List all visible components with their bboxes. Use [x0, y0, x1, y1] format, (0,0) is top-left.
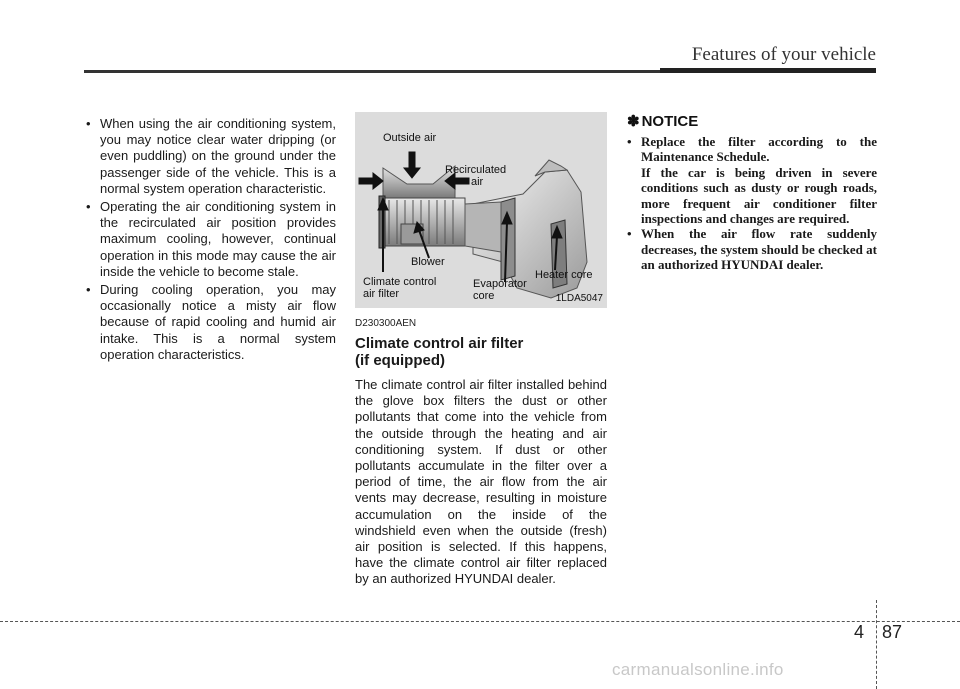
label-blower: Blower: [411, 256, 445, 268]
section-heading: [355, 335, 607, 369]
list-item: • When using the air conditioning system, you may notice clear water dripping (or even puddling) on the ground under the passenger side of the vehicle. This is a normal system operation characteristic.: [84, 116, 336, 197]
notice-list: [627, 134, 877, 273]
label-outside-air: Outside air: [383, 132, 437, 144]
watermark-text: carmanualsonline.info: [612, 660, 784, 679]
page-number: 87: [882, 622, 903, 642]
list-item: • Operating the air conditioning system in the recirculated air position provides maximum cooling, however, continual operation in this mode may cause the air inside the vehicle to become stale.: [84, 199, 336, 280]
label-recirculated-air: air: [471, 176, 484, 188]
footer-divider: [876, 600, 877, 689]
notice-star-icon: ✽: [627, 113, 640, 130]
left-column: [84, 116, 336, 365]
chapter-number: 4: [854, 622, 865, 642]
ac-notes-list: [84, 116, 336, 363]
list-item: • During cooling operation, you may occasionally notice a misty air flow because of rapid cooling and humid air intake. This is a normal system operation characteristics.: [84, 282, 336, 363]
section-heading-line1: Climate control air filter: [355, 335, 524, 352]
air-filter-diagram: [355, 112, 607, 308]
list-item: • When the air flow rate suddenly decreases, the system should be checked at an authorized HYUNDAI dealer.: [627, 226, 877, 272]
footer-rule: [0, 621, 960, 622]
section-code: D230300AEN: [355, 318, 417, 329]
middle-column: [355, 112, 607, 588]
notice-item-text: • Replace the filter according to the Maintenance Schedule.: [641, 134, 877, 165]
list-item: [627, 134, 877, 226]
notice-title: [627, 112, 877, 130]
label-evaporator-core: core: [473, 290, 495, 302]
label-recirculated: Recirculated: [445, 164, 507, 176]
right-column: [627, 112, 877, 273]
page-header-title: Features of your vehicle: [691, 44, 876, 65]
label-climate-filter: Climate control: [363, 276, 437, 288]
figure-code: 1LDA5047: [555, 293, 603, 304]
section-heading-line2: (if equipped): [355, 352, 445, 369]
section-body: The climate control air filter installed behind the glove box filters the dust or other pollutants that come into the vehicle from the outside through the heating and air conditioning system. If dust or other pollutants accumulate in the filter over a period of time, the air flow from the air vents may decrease, resulting in moisture accumulation on the inside of the windshield even when the outside (fresh) air position is selected. If this happens, have the climate control air filter replaced by an authorized HYUNDAI dealer.: [355, 377, 607, 587]
notice-title-text: NOTICE: [641, 112, 699, 130]
header-rule-accent: [660, 68, 876, 73]
label-evaporator: Evaporator: [473, 278, 527, 290]
notice-item-text: If the car is being driven in severe conditions such as dusty or rough roads, more frequent air conditioner filter inspections and changes are required.: [641, 164, 877, 227]
label-heater-core: Heater core: [535, 269, 593, 281]
label-climate-filter-line2: air filter: [363, 288, 400, 300]
